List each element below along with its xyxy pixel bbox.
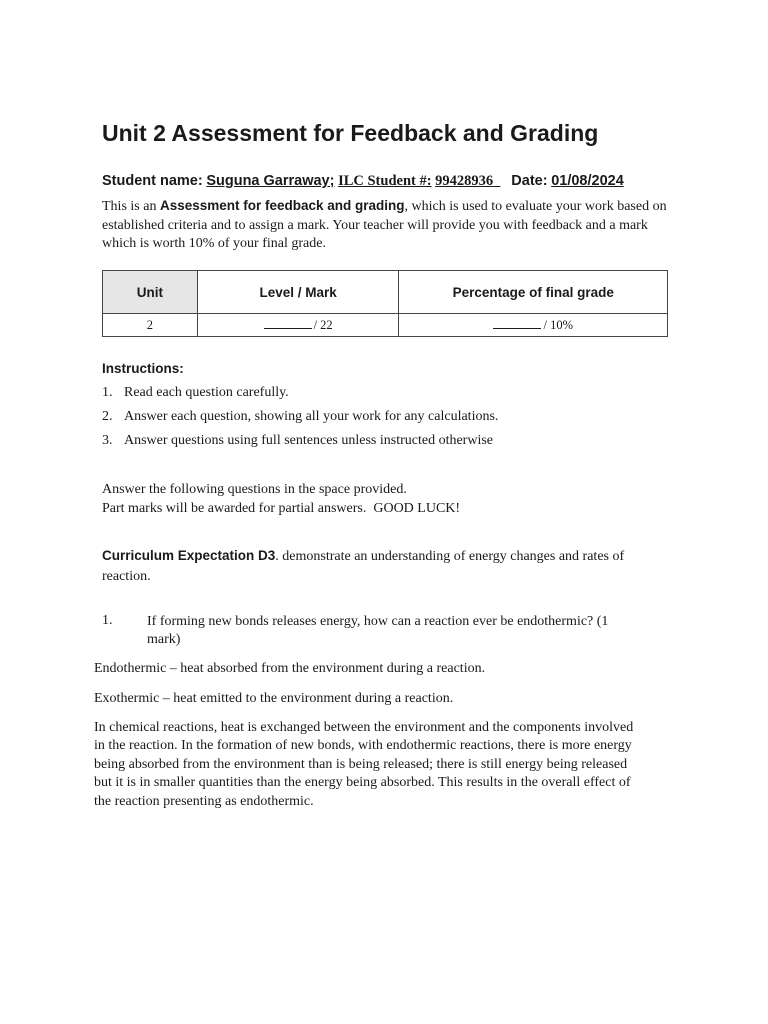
header-unit: Unit xyxy=(103,271,198,314)
instruction-item: 1. Read each question carefully. xyxy=(102,385,289,400)
date-value: 01/08/2024 xyxy=(551,173,624,189)
mark-blank xyxy=(264,317,312,329)
answer-paragraph: In chemical reactions, heat is exchanged between the environment and the components involved in the reaction. In the formation of new bonds, with endothermic reactions, there is more energy being absorbed from the environment than is being released; there is still energy being released but it is in smaller quantities than the energy being absorbed. This results in the overall effect of the reaction presenting as endothermic. xyxy=(94,720,634,809)
instruction-item: 3. Answer questions using full sentences unless instructed otherwise xyxy=(102,433,493,448)
page-title: Unit 2 Assessment for Feedback and Grading xyxy=(102,120,599,146)
mark-suffix: / 22 xyxy=(313,318,333,332)
instructions-heading: Instructions: xyxy=(102,361,184,376)
student-info-line xyxy=(102,173,624,190)
question-1-text: If forming new bonds releases energy, how can a reaction ever be endothermic? (1 mark) xyxy=(147,614,609,647)
answer-endothermic: Endothermic – heat absorbed from the environment during a reaction. xyxy=(94,661,486,676)
cell-mark xyxy=(197,314,399,337)
ilc-student-number: 99428936 xyxy=(435,173,494,189)
cell-unit: 2 xyxy=(103,314,198,337)
intro-rest: , which is used to evaluate your work based on established criteria and to assign a mark. Your teacher will provide you with feedback and a mark which is worth 10% of your final grade. xyxy=(102,199,667,251)
answer-note-line1: Answer the following questions in the space provided. xyxy=(102,482,407,497)
grade-table-row xyxy=(103,314,668,337)
answer-exothermic: Exothermic – heat emitted to the environment during a reaction. xyxy=(94,691,454,706)
header-level-mark: Level / Mark xyxy=(197,271,399,314)
ilc-student-label: ILC Student #: xyxy=(338,173,432,189)
intro-prefix: This is an xyxy=(102,199,160,214)
question-1-number: 1. xyxy=(102,613,113,628)
curriculum-expectation xyxy=(102,546,662,586)
answer-note-line2: Part marks will be awarded for partial answers. GOOD LUCK! xyxy=(102,500,461,516)
grade-table xyxy=(102,270,668,337)
intro-paragraph xyxy=(102,197,677,254)
curriculum-label: Curriculum Expectation D3 xyxy=(102,548,276,563)
percent-suffix: / 10% xyxy=(543,318,573,332)
grade-table-header-row xyxy=(103,271,668,314)
student-name-value: Suguna Garraway; xyxy=(206,173,335,189)
curriculum-text: . demonstrate an understanding of energy changes and rates of reaction. xyxy=(102,549,625,584)
percent-blank xyxy=(493,317,541,329)
date-label: Date: xyxy=(511,173,548,189)
header-percentage: Percentage of final grade xyxy=(399,271,668,314)
answer-note xyxy=(102,481,460,518)
instruction-item: 2. Answer each question, showing all your work for any calculations. xyxy=(102,409,499,424)
cell-percent xyxy=(399,314,668,337)
student-name-label: Student name: xyxy=(102,173,203,189)
intro-bold: Assessment for feedback and grading xyxy=(159,198,405,213)
